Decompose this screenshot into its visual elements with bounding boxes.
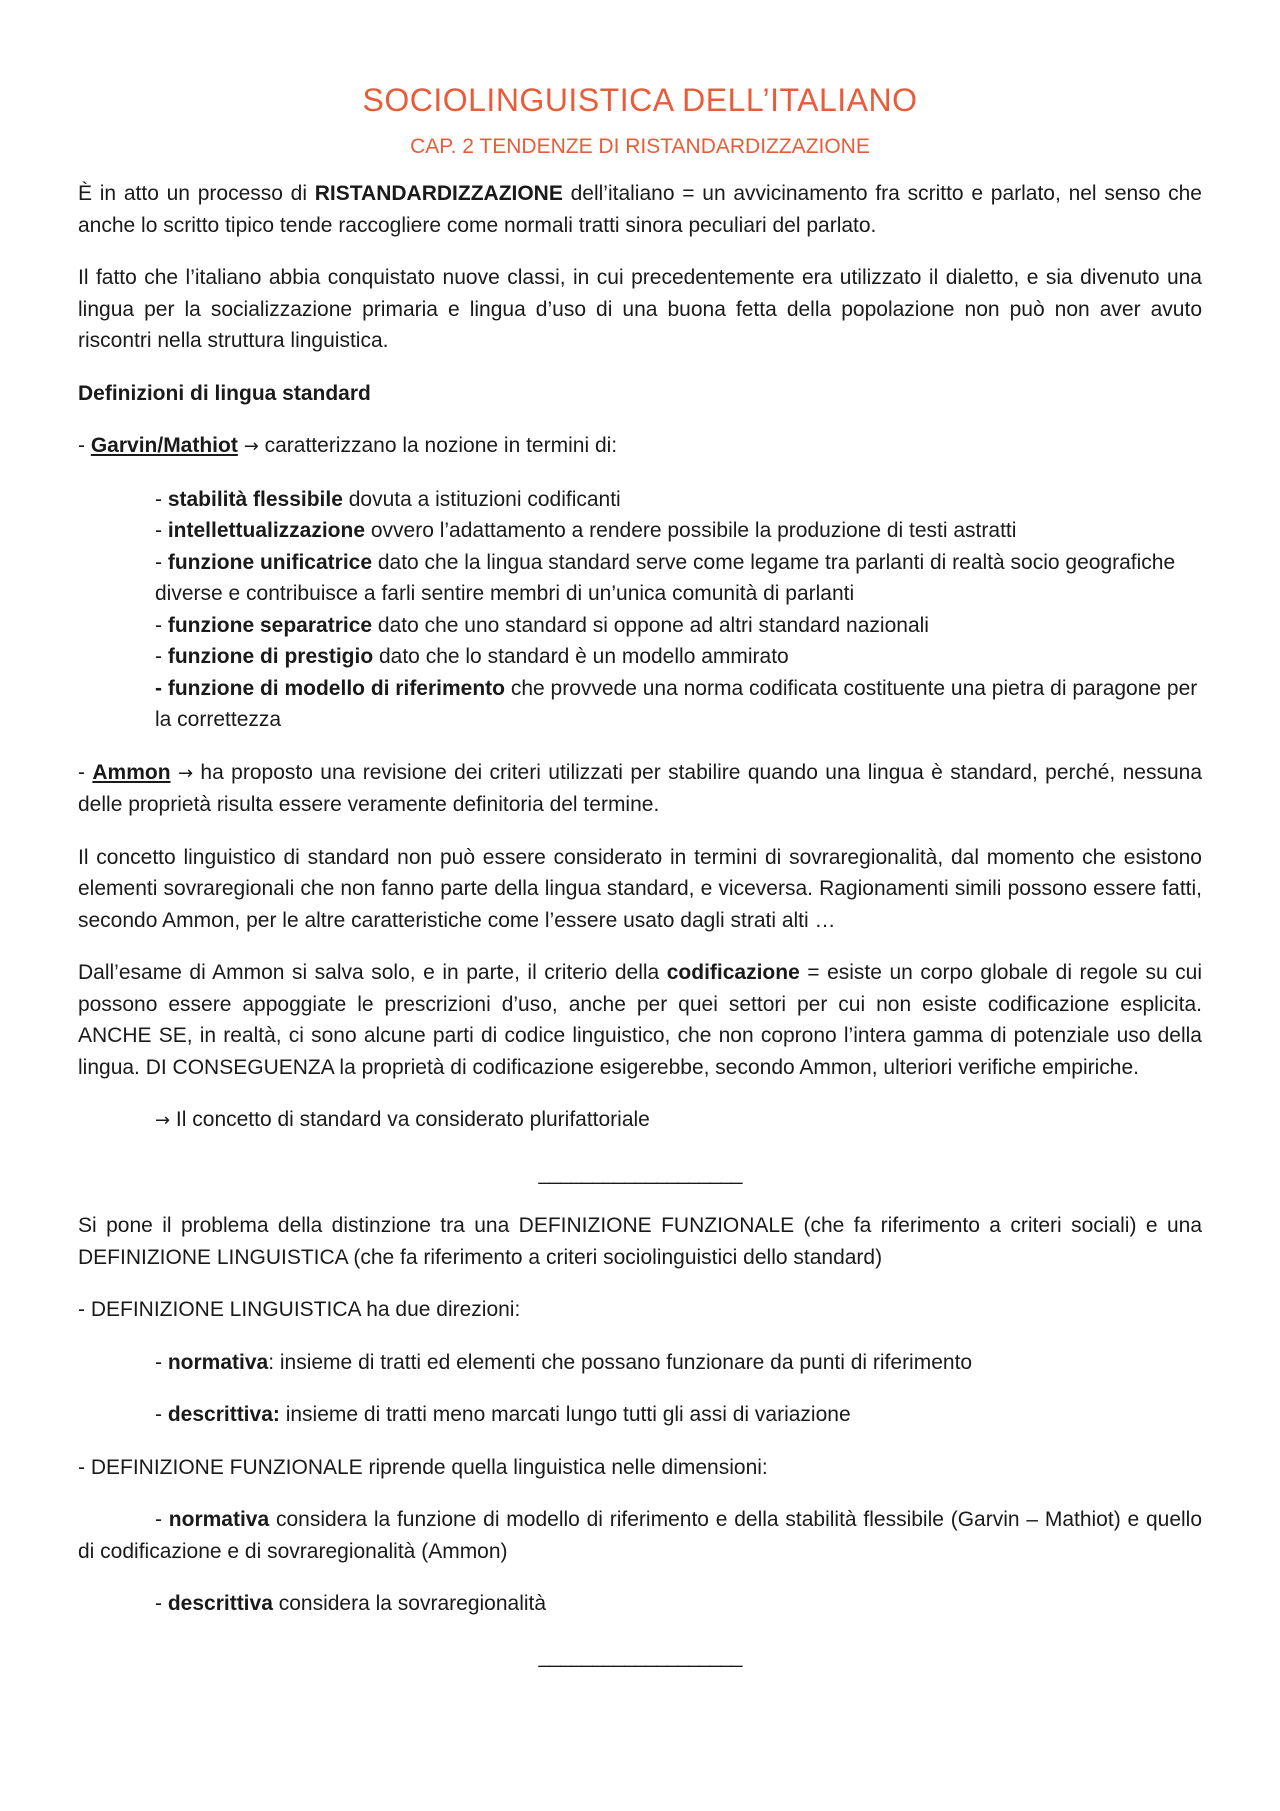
linguistic-definition-intro: - DEFINIZIONE LINGUISTICA ha due direzioni: [78,1298,521,1321]
concept-paragraph: Il concetto linguistico di standard non può essere considerato in termini di sovraregionalità, dal momento che esistono elementi sovraregionali che non fanno parte della lingua standard, e viceversa. Ragionamenti simili possono essere fatti, secondo Ammon, per le altre caratteristiche come l’essere usato dagli strati alti … [78,845,1202,932]
codificazione-term: codificazione [666,961,800,984]
arrow-right-icon: → [243,436,259,457]
arrow-right-icon: → [177,762,194,784]
document-page [78,78,1202,1672]
linguistic-normative-item: - normativa: insieme di tratti ed elementi che possano funzionare da punti di riferimento [155,1350,973,1374]
list-item: - intellettualizzazione ovvero l’adattamento a rendere possibile la produzione di testi astratti [155,519,1017,542]
ammon-name: Ammon [92,760,171,784]
chapter-subtitle: CAP. 2 TENDENZE DI RISTANDARDIZZAZIONE [410,135,870,158]
linguistic-descriptive-item: - descrittiva: insieme di tratti meno marcati lungo tutti gli assi di variazione [155,1403,851,1426]
list-item: - funzione separatrice dato che uno standard si oppone ad altri standard nazionali [155,613,929,637]
section-separator: ___________________ [538,1161,742,1185]
garvin-properties-list [78,484,1202,736]
functional-definition-intro: - DEFINIZIONE FUNZIONALE riprende quella linguistica nelle dimensioni: [78,1455,768,1479]
list-item: - funzione unificatrice dato che la lingua standard serve come legame tra parlanti di realtà socio geografiche diverse e contribuisce a farli sentire membri di un’unica comunità di parlanti [155,550,1176,605]
problem-paragraph: Si pone il problema della distinzione tra una DEFINIZIONE FUNZIONALE (che fa riferimento a criteri sociali) e una DEFINIZIONE LINGUISTICA (che fa riferimento a criteri sociolinguistici dello standard) [78,1214,1202,1269]
intro-paragraph-2: Il fatto che l’italiano abbia conquistato nuove classi, in cui precedentemente era utilizzato il dialetto, e sia divenuto una lingua per la socializzazione primaria e lingua d’uso di una buona fetta della popolazione non può non aver avuto riscontri nella struttura linguistica. [78,266,1202,352]
functional-normative-item: - normativa considera la funzione di modello di riferimento e della stabilità flessibile (Garvin – Mathiot) e quello di codificazione e di sovraregionalità (Ammon) [78,1508,1203,1563]
list-item: - stabilità flessibile dovuta a istituzioni codificanti [155,487,621,511]
arrow-right-icon: → [155,1110,171,1131]
functional-descriptive-item: - descrittiva considera la sovraregionalità [155,1592,547,1615]
ammon-paragraph: - Ammon → ha proposto una revisione dei criteri utilizzati per stabilire quando una lingua è standard, perché, nessuna delle proprietà risulta essere veramente definitoria del termine. [78,760,1203,816]
definitions-heading: Definizioni di lingua standard [78,381,371,405]
garvin-mathiot-name: Garvin/Mathiot [90,434,238,457]
list-item: - funzione di prestigio dato che lo standard è un modello ammirato [155,645,789,668]
garvin-mathiot-line: - Garvin/Mathiot → caratterizzano la nozione in termini di: [78,434,618,457]
document-title: SOCIOLINGUISTICA DELL’ITALIANO [362,82,918,118]
conclusion-line: → Il concetto di standard va considerato plurifattoriale [155,1108,650,1131]
codification-paragraph: Dall’esame di Ammon si salva solo, e in parte, il criterio della codificazione = esiste un corpo globale di regole su cui possono essere appoggiate le prescrizioni d’uso, anche per quei settori per cui non esiste codificazione esplicita. ANCHE SE, in realtà, ci sono alcune parti di codice linguistico, che non coprono l’intera gamma di potenziale uso della lingua. DI CONSEGUENZA la proprietà di codificazione esigerebbe, secondo Ammon, ulteriori verifiche empiriche. [78,961,1202,1079]
intro-paragraph-1: È in atto un processo di RISTANDARDIZZAZIONE dell’italiano = un avvicinamento fra scritto e parlato, nel senso che anche lo scritto tipico tende raccogliere come normali tratti sinora peculiari del parlato. [78,182,1202,237]
ristandardizzazione-term: RISTANDARDIZZAZIONE [314,182,563,205]
list-item: - funzione di modello di riferimento che provvede una norma codificata costituente una pietra di paragone per la correttezza [155,676,1198,731]
section-separator: ___________________ [538,1644,742,1668]
